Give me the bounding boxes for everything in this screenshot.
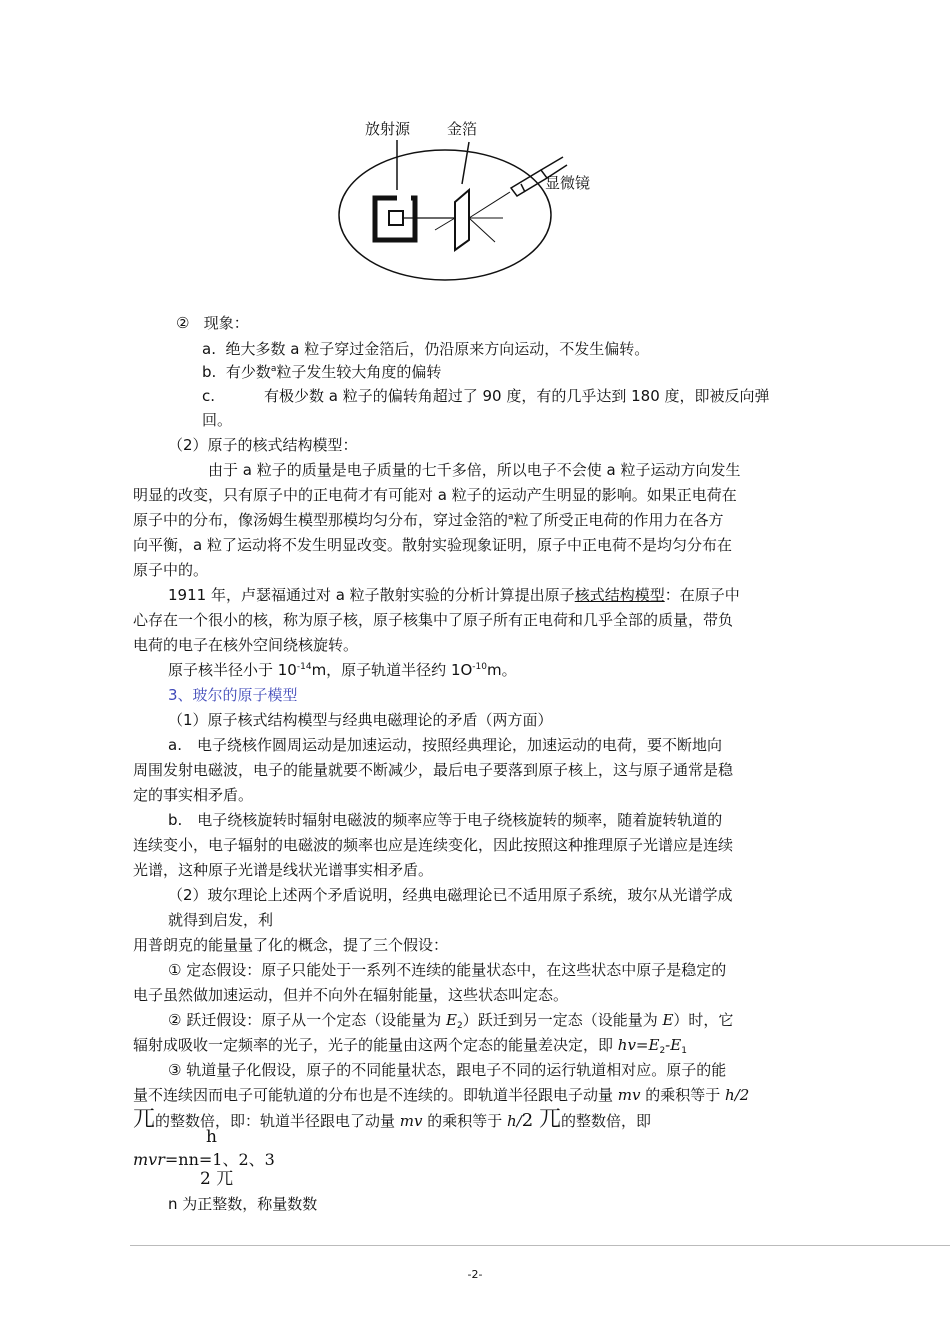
nuclear-radius-line — [168, 659, 517, 681]
label-source: 放射源 — [365, 120, 411, 138]
phenomena-heading — [176, 312, 249, 334]
symbol: mv — [617, 1086, 641, 1104]
nuclear-p2-line3: 电荷的电子在核外空间绕核旋转。 — [133, 636, 359, 654]
bohr-b-line1: b. 电子绕核旋转时辐射电磁波的频率应等于电子绕核旋转的频率，随着旋转轨道的 — [168, 811, 723, 829]
hypothesis1-line2: 电子虽然做加速运动，但并不向外在辐射能量，这些状态叫定态。 — [133, 986, 569, 1004]
superscript: a — [270, 364, 277, 374]
text: 粒了所受正电荷的作用力在各方 — [513, 511, 724, 529]
subscript: 1 — [681, 1046, 687, 1056]
gold-foil — [455, 190, 469, 250]
apparatus-ellipse — [339, 150, 551, 280]
text: 原子中的分布，像汤姆生模型那模均匀分布，穿过金箔的 — [133, 511, 509, 529]
text: 1911 年，卢瑟福通过对 a 粒子散射实验的分析计算提出原子 — [168, 586, 575, 604]
text: 辐射成吸收一定频率的光子，光子的能量由这两个定态的能量差决定，即 — [133, 1036, 618, 1054]
nuclear-p1-line5: 原子中的。 — [133, 561, 209, 579]
nuclear-p1-line1: 由于 a 粒子的质量是电子质量的七千多倍，所以电子不会使 a 粒子运动方向发生 — [208, 461, 741, 479]
scatter-ray — [435, 218, 455, 230]
bohr-heading: 3、玻尔的原子模型 — [168, 686, 298, 704]
pi-symbol: 兀 — [538, 1107, 561, 1132]
formula-rest: =nn=1、2、3 — [164, 1150, 275, 1169]
bohr-sub2-line2: 就得到启发，利 — [168, 911, 274, 929]
list-marker: c. — [202, 387, 216, 405]
pi-symbol: 兀 — [133, 1107, 156, 1132]
rutherford-scattering-diagram — [335, 112, 591, 312]
scatter-ray — [469, 218, 495, 242]
list-marker: b. — [202, 363, 217, 381]
text: m。 — [487, 661, 517, 679]
nuclear-p1-line3 — [133, 509, 724, 531]
exponent: -10 — [472, 662, 487, 672]
list-marker: a. — [202, 340, 216, 358]
label-foil: 金箔 — [447, 120, 478, 138]
label-microscope: 显微镜 — [545, 174, 591, 192]
text: 原子核半径小于 10 — [168, 661, 297, 679]
hypothesis2-line1 — [168, 1009, 733, 1031]
text: 量不连续因而电子可能轨道的分布也是不连续的。即轨道半径跟电子动量 — [133, 1086, 618, 1104]
nuclear-p2-line1 — [168, 584, 740, 606]
symbol: h/2 — [725, 1086, 750, 1104]
nuclear-p2-line2: 心存在一个很小的核，称为原子核，原子核集中了原子所有正电荷和几乎全部的质量，带负 — [133, 611, 734, 629]
symbol: mv — [399, 1112, 423, 1130]
text: m，原子轨道半径约 1O — [311, 661, 473, 679]
text: ② 跃迁假设：原子从一个定态（设能量为 — [168, 1011, 446, 1029]
list-text: 粒子发生较大角度的偏转 — [276, 363, 442, 381]
subscript: 2 — [456, 1021, 463, 1031]
radiation-source-slot — [389, 211, 403, 225]
bohr-b-line3: 光谱，这种原子光谱是线状光谱事实相矛盾。 — [133, 861, 434, 879]
hypothesis3-line2 — [133, 1084, 749, 1106]
text: ）时，它 — [673, 1011, 734, 1029]
hypothesis2-line2 — [133, 1034, 687, 1056]
nuclear-model-heading: （2）原子的核式结构模型： — [168, 436, 358, 454]
phenomenon-c — [202, 385, 215, 407]
hypothesis3-line1: ③ 轨道量子化假设，原子的不同能量状态，跟电子不同的运行轨道相对应。原子的能 — [168, 1061, 727, 1079]
bohr-sub2-line1: （2）玻尔理论上述两个矛盾说明，经典电磁理论已不适用原子系统，玻尔从光谱学成 — [168, 886, 733, 904]
foil-leader-line — [462, 142, 469, 184]
symbol: E — [446, 1011, 457, 1029]
text: 2 — [521, 1110, 539, 1131]
radiation-source-box — [375, 198, 415, 240]
page-number: -2- — [467, 1268, 483, 1281]
bohr-sub2-line3: 用普朗克的能量量了化的概念，提了三个假设： — [133, 936, 449, 954]
text: 的乘积等于 — [640, 1086, 726, 1104]
formula: hv=E — [617, 1036, 660, 1054]
n-description: n 为正整数，称量数数 — [168, 1195, 318, 1213]
nuclear-p1-line2: 明显的改变，只有原子中的正电荷才有可能对 a 粒子的运动产生明显的影响。如果正电荷在 — [133, 486, 737, 504]
bohr-a-line2: 周围发射电磁波，电子的能量就要不断减少，最后电子要落到原子核上，这与原子通常是稳 — [133, 761, 734, 779]
list-text: 绝大多数 a 粒子穿过金箔后，仍沿原来方向运动，不发生偏转。 — [225, 340, 650, 358]
phenomenon-c-line2: 回。 — [202, 411, 233, 429]
symbol: E — [662, 1011, 674, 1029]
formula-numerator: h — [206, 1127, 217, 1147]
underlined-term: 核式结构模型 — [574, 586, 665, 604]
exponent: -14 — [296, 662, 312, 672]
list-text: 有少数 — [225, 363, 271, 381]
nuclear-p1-line4: 向平衡，a 粒了运动将不发生明显改变。散射实验现象证明，原子中正电荷不是均匀分布在 — [133, 536, 732, 554]
text: 的整数倍，即：轨道半径跟电了动量 — [155, 1112, 400, 1130]
subscript: 2 — [659, 1046, 666, 1056]
phenomenon-b — [202, 361, 441, 383]
bohr-sub1: （1）原子核式结构模型与经典电磁理论的矛盾（两方面） — [168, 711, 553, 729]
text: 的整数倍，即 — [560, 1112, 651, 1130]
phenomenon-c-line1: 有极少数 a 粒子的偏转角超过了 90 度，有的几乎达到 180 度，即被反向弹 — [264, 387, 770, 405]
bohr-a-line3: 定的事实相矛盾。 — [133, 786, 254, 804]
heading-text: 现象： — [203, 314, 249, 332]
scatter-ray — [469, 192, 510, 218]
phenomenon-a — [202, 338, 649, 360]
formula-denominator: 2 兀 — [200, 1169, 234, 1189]
text: ：在原子中 — [664, 586, 740, 604]
heading-number: ② — [176, 314, 190, 332]
footer-rule — [130, 1245, 950, 1246]
text: ）跃迁到另一定态（设能量为 — [462, 1011, 663, 1029]
hypothesis1-line1: ① 定态假设：原子只能处于一系列不连续的能量状态中，在这些状态中原子是稳定的 — [168, 961, 727, 979]
symbol: h/ — [507, 1112, 522, 1130]
superscript: a — [508, 512, 514, 522]
bohr-a-line1: a. 电子绕核作圆周运动是加速运动，按照经典理论，加速运动的电荷，要不断地向 — [168, 736, 722, 754]
formula-lhs: mvr — [133, 1150, 165, 1169]
bohr-b-line2: 连续变小，电子辐射的电磁波的频率也应是连续变化，因此按照这种推理原子光谱应是连续 — [133, 836, 734, 854]
formula: -E — [665, 1036, 682, 1054]
text: 的乘积等于 — [422, 1112, 508, 1130]
